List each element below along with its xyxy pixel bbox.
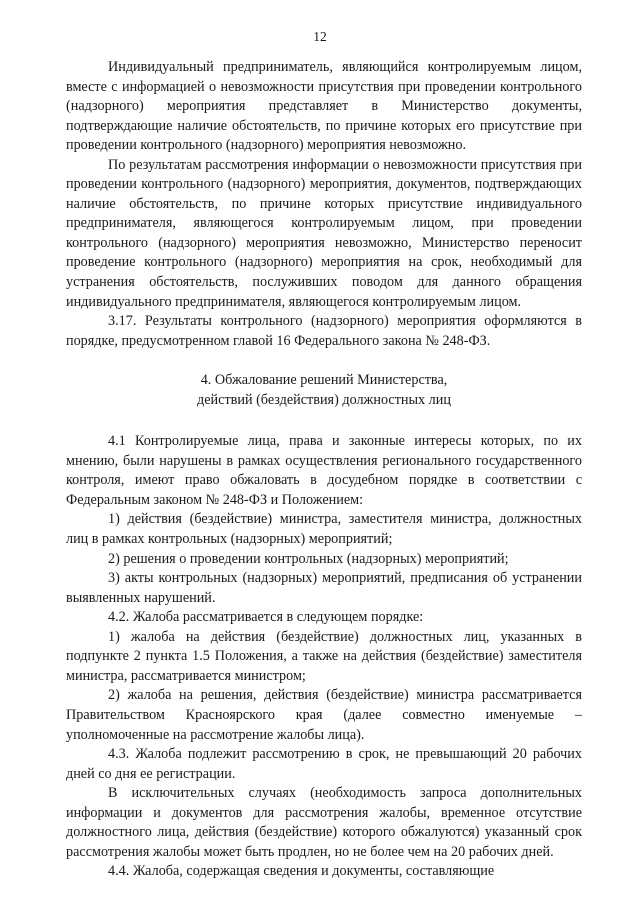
paragraph: 4.2. Жалоба рассматривается в следующем порядке: bbox=[108, 609, 424, 626]
section-heading-line: действий (бездействия) должностных лиц bbox=[197, 391, 451, 408]
page-number: 12 bbox=[313, 29, 327, 44]
list-item: 2) решения о проведении контрольных (надзорных) мероприятий; bbox=[108, 550, 509, 567]
list-item: 1) действия (бездействие) министра, заместителя министра, должностных лиц в рамках контрольных (надзорных) мероприятий; bbox=[66, 511, 582, 548]
list-item: 2) жалоба на решения, действия (бездействие) министра рассматривается Правительством Красноярского края (далее совместно именуемые – уполномоченные на рассмотрение жалобы лица). bbox=[66, 687, 582, 743]
paragraph: 4.1 Контролируемые лица, права и законные интересы которых, по их мнению, были нарушены в рамках осуществления регионального государственного контроля, имеют право обжаловать в досудебном порядке в соответствии с Федеральным законом № 248-ФЗ и Положением: bbox=[66, 433, 582, 508]
paragraph: Индивидуальный предприниматель, являющийся контролируемым лицом, вместе с информацией о невозможности присутствия при проведении контрольного (надзорного) мероприятия представляет в Министерство документы, подтверждающие наличие обстоятельств, по причине которых его присутствие при проведении контрольного (надзорного) мероприятия невозможно. bbox=[66, 59, 582, 154]
paragraph: 4.4. Жалоба, содержащая сведения и документы, составляющие bbox=[108, 863, 495, 880]
section-heading-line: 4. Обжалование решений Министерства, bbox=[200, 372, 448, 389]
document-body bbox=[66, 58, 582, 882]
paragraph: В исключительных случаях (необходимость запроса дополнительных информации и документов для рассмотрения жалобы, временное отсутствие должностного лица, действия (бездействие) которого обжалуются) указанный срок рассмотрения жалобы может быть продлен, но не более чем на 20 рабочих дней. bbox=[66, 785, 582, 860]
paragraph: По результатам рассмотрения информации о невозможности присутствия при проведении контрольного (надзорного) мероприятия, документов, подтверждающих наличие обстоятельств, по причине которых присутствие индивидуального предпринимателя, являющегося контролируемым лицом, при проведении контрольного (надзорного) мероприятия невозможно, Министерство переносит проведение контрольного (надзорного) мероприятия на срок, необходимый для устранения обстоятельств, послуживших поводом для данного обращения индивидуального предпринимателя, являющегося контролируемым лицом. bbox=[66, 156, 582, 310]
list-item: 3) акты контрольных (надзорных) мероприятий, предписания об устранении выявленных нарушений. bbox=[66, 570, 582, 606]
paragraph: 3.17. Результаты контрольного (надзорного) мероприятия оформляются в порядке, предусмотренном главой 16 Федерального закона № 248-ФЗ. bbox=[66, 313, 582, 349]
section-heading bbox=[66, 371, 582, 410]
list-item: 1) жалоба на действия (бездействие) должностных лиц, указанных в подпункте 2 пункта 1.5 Положения, а также на действия (бездействие) заместителя министра, рассматривается министром; bbox=[66, 628, 582, 684]
paragraph: 4.3. Жалоба подлежит рассмотрению в срок, не превышающий 20 рабочих дней со дня ее регистрации. bbox=[66, 746, 582, 782]
